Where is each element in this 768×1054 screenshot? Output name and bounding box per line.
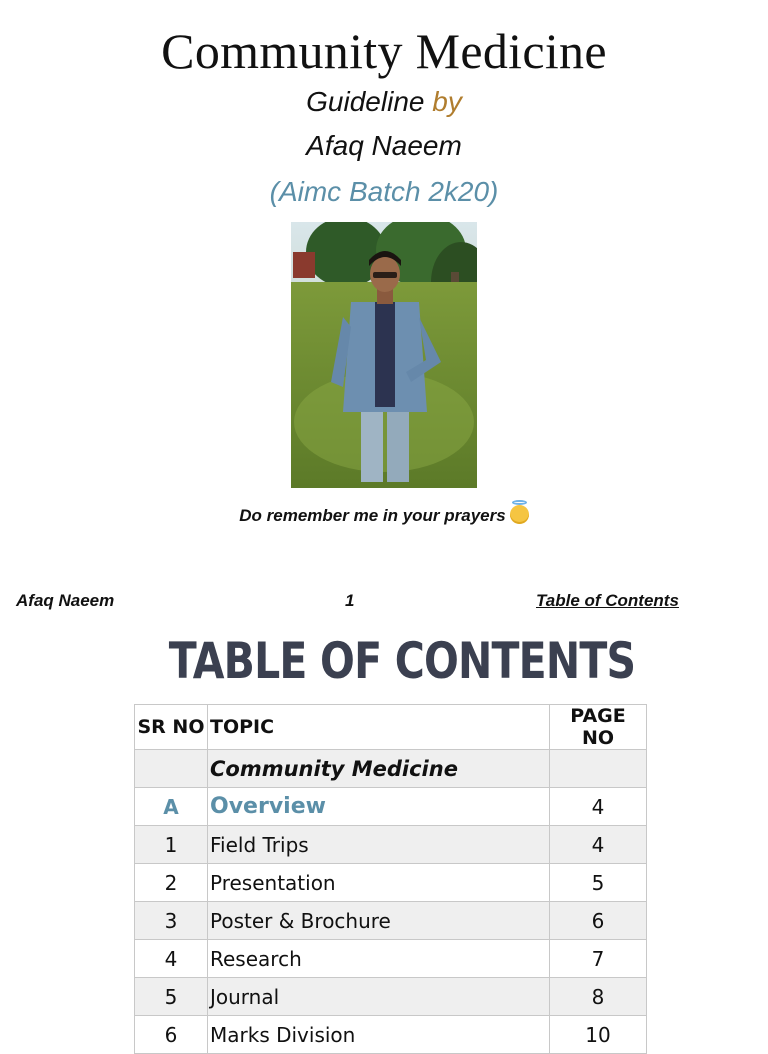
table-row[interactable] — [135, 902, 647, 940]
footer-author: Afaq Naeem — [16, 591, 115, 610]
table-row[interactable] — [135, 788, 647, 826]
cell-sr: 1 — [135, 826, 208, 864]
cell-topic: Marks Division — [208, 1016, 550, 1054]
author-photo — [291, 222, 477, 488]
cell-page — [550, 750, 647, 788]
cell-topic: Community Medicine — [208, 750, 550, 788]
table-row[interactable] — [135, 978, 647, 1016]
cell-page: 4 — [550, 826, 647, 864]
footer-toc-link[interactable]: Table of Contents — [536, 591, 679, 610]
col-header-topic: TOPIC — [208, 705, 550, 750]
footer-page-number: 1 — [345, 591, 355, 610]
toc-table — [134, 704, 647, 1054]
cell-sr: A — [135, 788, 208, 826]
document-title: Community Medicine — [161, 23, 607, 79]
prayer-note — [0, 505, 768, 526]
cell-sr: 6 — [135, 1016, 208, 1054]
table-row[interactable] — [135, 864, 647, 902]
table-row[interactable] — [135, 940, 647, 978]
author-name: Afaq Naeem — [306, 130, 462, 161]
col-header-sr: SR NO — [135, 705, 208, 750]
cell-topic: Overview — [208, 788, 550, 826]
cell-topic: Field Trips — [208, 826, 550, 864]
cell-topic: Research — [208, 940, 550, 978]
cell-page: 6 — [550, 902, 647, 940]
cell-topic: Presentation — [208, 864, 550, 902]
toc-heading: TABLE OF CONTENTS — [168, 632, 636, 690]
cell-page: 10 — [550, 1016, 647, 1054]
subtitle — [0, 86, 768, 118]
col-header-page: PAGE NO — [550, 705, 647, 750]
cell-sr: 4 — [135, 940, 208, 978]
batch-label: (Aimc Batch 2k20) — [269, 176, 499, 207]
subtitle-by: by — [432, 86, 462, 117]
cell-page: 7 — [550, 940, 647, 978]
subtitle-guideline: Guideline — [306, 86, 433, 117]
cell-page: 5 — [550, 864, 647, 902]
cell-topic: Poster & Brochure — [208, 902, 550, 940]
cell-sr: 2 — [135, 864, 208, 902]
halo-smile-icon — [510, 505, 529, 524]
cell-sr — [135, 750, 208, 788]
table-row[interactable] — [135, 1016, 647, 1054]
toc-header-row — [135, 705, 647, 750]
table-row[interactable] — [135, 750, 647, 788]
cell-page: 4 — [550, 788, 647, 826]
cell-sr: 5 — [135, 978, 208, 1016]
table-row[interactable] — [135, 826, 647, 864]
cell-sr: 3 — [135, 902, 208, 940]
person-photo-icon — [291, 222, 477, 488]
prayer-text: Do remember me in your prayers — [239, 506, 506, 525]
cell-page: 8 — [550, 978, 647, 1016]
cell-topic: Journal — [208, 978, 550, 1016]
